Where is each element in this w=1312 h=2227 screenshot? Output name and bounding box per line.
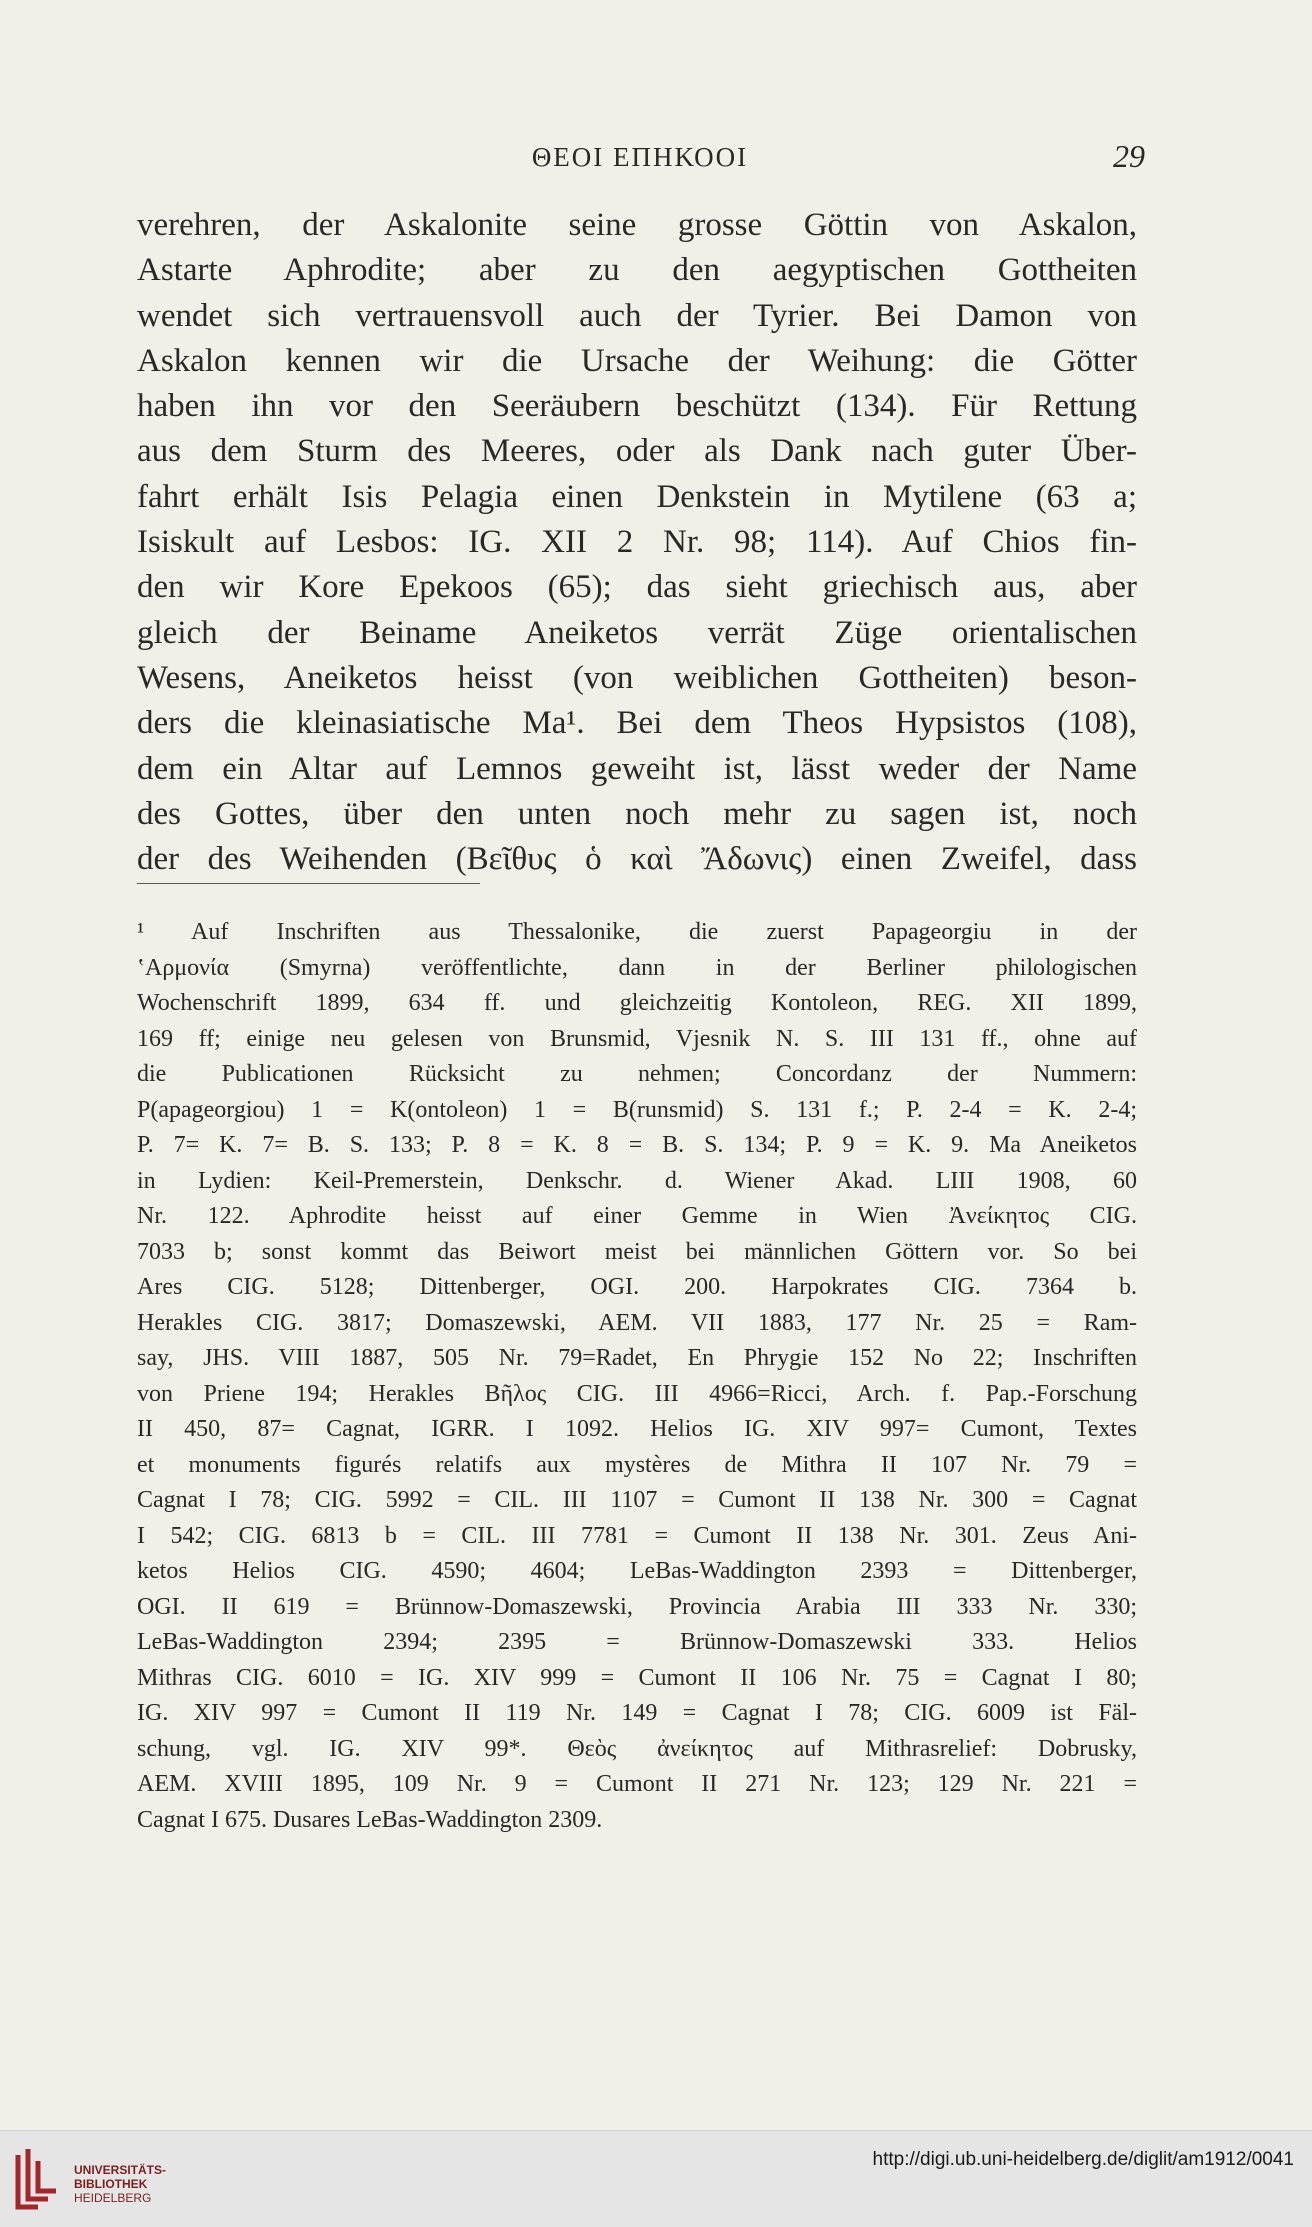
footnote-line: von Priene 194; Herakles Βῆλος CIG. III 4966=Ricci, Arch. f. Pap.-Forschung <box>137 1380 1137 1407</box>
body-line: ders die kleinasiatische Ma¹. Bei dem Theos Hypsistos (108), <box>137 705 1137 742</box>
footnote-line: ¹ Auf Inschriften aus Thessalonike, die zuerst Papageorgiu in der <box>137 919 1137 945</box>
footnote-line: 7033 b; sonst kommt das Beiwort meist bei männlichen Göttern vor. So bei <box>137 1238 1137 1265</box>
footnote-line: ʽΑρμονία (Smyrna) veröffentlichte, dann in der Berliner philologischen <box>137 954 1137 981</box>
logo-line: UNIVERSITÄTS- <box>74 2163 167 2177</box>
footnote-line: Cagnat I 675. Dusares LeBas-Waddington 2309. <box>137 1806 603 1833</box>
footnote-line: in Lydien: Keil-Premerstein, Denkschr. d. Wiener Akad. LIII 1908, 60 <box>137 1167 1137 1194</box>
library-logo-text <box>74 2163 166 2205</box>
body-line: aus dem Sturm des Meeres, oder als Dank nach guter Über- <box>137 433 1137 470</box>
footnote-line: OGI. II 619 = Brünnow-Domaszewski, Provincia Arabia III 333 Nr. 330; <box>137 1593 1137 1620</box>
library-logo-icon <box>14 2145 62 2211</box>
body-line: den wir Kore Epekoos (65); das sieht griechisch aus, aber <box>137 569 1137 606</box>
library-logo[interactable] <box>14 2145 174 2215</box>
logo-line: HEIDELBERG <box>74 2191 152 2205</box>
footnote-line: Herakles CIG. 3817; Domaszewski, AEM. VII 1883, 177 Nr. 25 = Ram- <box>137 1309 1137 1336</box>
footnote-line: IG. XIV 997 = Cumont II 119 Nr. 149 = Cagnat I 78; CIG. 6009 ist Fäl- <box>137 1700 1137 1726</box>
body-line: Isiskult auf Lesbos: IG. XII 2 Nr. 98; 114). Auf Chios fin- <box>137 524 1137 561</box>
footnote-line: et monuments figurés relatifs aux mystères de Mithra II 107 Nr. 79 = <box>137 1451 1137 1478</box>
footnote-line: Wochenschrift 1899, 634 ff. und gleichzeitig Kontoleon, REG. XII 1899, <box>137 990 1137 1016</box>
body-line: der des Weihenden (Βεῖθυς ὁ καὶ Ἄδωνις) einen Zweifel, dass <box>137 841 1137 878</box>
body-line: fahrt erhält Isis Pelagia einen Denkstein in Mytilene (63 a; <box>137 478 1137 515</box>
footnote-line: AEM. XVIII 1895, 109 Nr. 9 = Cumont II 271 Nr. 123; 129 Nr. 221 = <box>137 1771 1137 1797</box>
body-line: wendet sich vertrauensvoll auch der Tyrier. Bei Damon von <box>137 297 1137 334</box>
footnote-line: ketos Helios CIG. 4590; 4604; LeBas-Waddington 2393 = Dittenberger, <box>137 1558 1137 1584</box>
running-head <box>140 138 1145 182</box>
footnote-line: P(apageorgiou) 1 = K(ontoleon) 1 = B(runsmid) S. 131 f.; P. 2-4 = K. 2-4; <box>137 1096 1137 1123</box>
body-line: Wesens, Aneiketos heisst (von weiblichen Gottheiten) beson- <box>137 659 1137 696</box>
footnote <box>137 915 1137 1838</box>
footnote-line: 169 ff; einige neu gelesen von Brunsmid, Vjesnik N. S. III 131 ff., ohne auf <box>137 1025 1137 1052</box>
footnote-line: II 450, 87= Cagnat, IGRR. I 1092. Helios IG. XIV 997= Cumont, Textes <box>137 1416 1137 1442</box>
footnote-line: schung, vgl. IG. XIV 99*. Θεὸς ἀνείκητος auf Mithrasrelief: Dobrusky, <box>137 1735 1137 1762</box>
body-line: Askalon kennen wir die Ursache der Weihung: die Götter <box>137 342 1137 379</box>
footnote-divider <box>137 883 480 884</box>
footnote-line: I 542; CIG. 6813 b = CIL. III 7781 = Cumont II 138 Nr. 301. Zeus Ani- <box>137 1522 1137 1549</box>
footnote-line: LeBas-Waddington 2394; 2395 = Brünnow-Domaszewski 333. Helios <box>137 1629 1137 1655</box>
footnote-line: say, JHS. VIII 1887, 505 Nr. 79=Radet, En Phrygie 152 No 22; Inschriften <box>137 1345 1137 1371</box>
footnote-line: die Publicationen Rücksicht zu nehmen; Concordanz der Nummern: <box>137 1061 1137 1087</box>
body-line: dem ein Altar auf Lemnos geweiht ist, lässt weder der Name <box>137 750 1137 787</box>
footnote-line: P. 7= K. 7= B. S. 133; P. 8 = K. 8 = B. S. 134; P. 9 = K. 9. Ma Aneiketos <box>137 1132 1137 1158</box>
permalink-url[interactable]: http://digi.ub.uni-heidelberg.de/diglit/am1912/0041 <box>872 2149 1294 2170</box>
footnote-line: Nr. 122. Aphrodite heisst auf einer Gemme in Wien Ἀνείκητος CIG. <box>137 1203 1137 1229</box>
body-line: haben ihn vor den Seeräubern beschützt (134). Für Rettung <box>137 388 1137 425</box>
body-line: verehren, der Askalonite seine grosse Göttin von Askalon, <box>137 207 1137 243</box>
body-line: Astarte Aphrodite; aber zu den aegyptischen Gottheiten <box>137 252 1137 289</box>
running-title: ΘΕΟΙ ΕΠΗΚΟΟΙ <box>531 142 749 172</box>
footnote-line: Ares CIG. 5128; Dittenberger, OGI. 200. Harpokrates CIG. 7364 b. <box>137 1274 1137 1300</box>
footer-bar <box>0 2130 1312 2227</box>
page-number: 29 <box>1113 138 1145 174</box>
body-line: gleich der Beiname Aneiketos verrät Züge orientalischen <box>137 614 1137 651</box>
logo-line: BIBLIOTHEK <box>74 2177 148 2191</box>
footnote-line: Cagnat I 78; CIG. 5992 = CIL. III 1107 = Cumont II 138 Nr. 300 = Cagnat <box>137 1487 1137 1513</box>
footnote-line: Mithras CIG. 6010 = IG. XIV 999 = Cumont II 106 Nr. 75 = Cagnat I 80; <box>137 1664 1137 1691</box>
main-text <box>137 203 1137 882</box>
body-line: des Gottes, über den unten noch mehr zu sagen ist, noch <box>137 795 1137 832</box>
